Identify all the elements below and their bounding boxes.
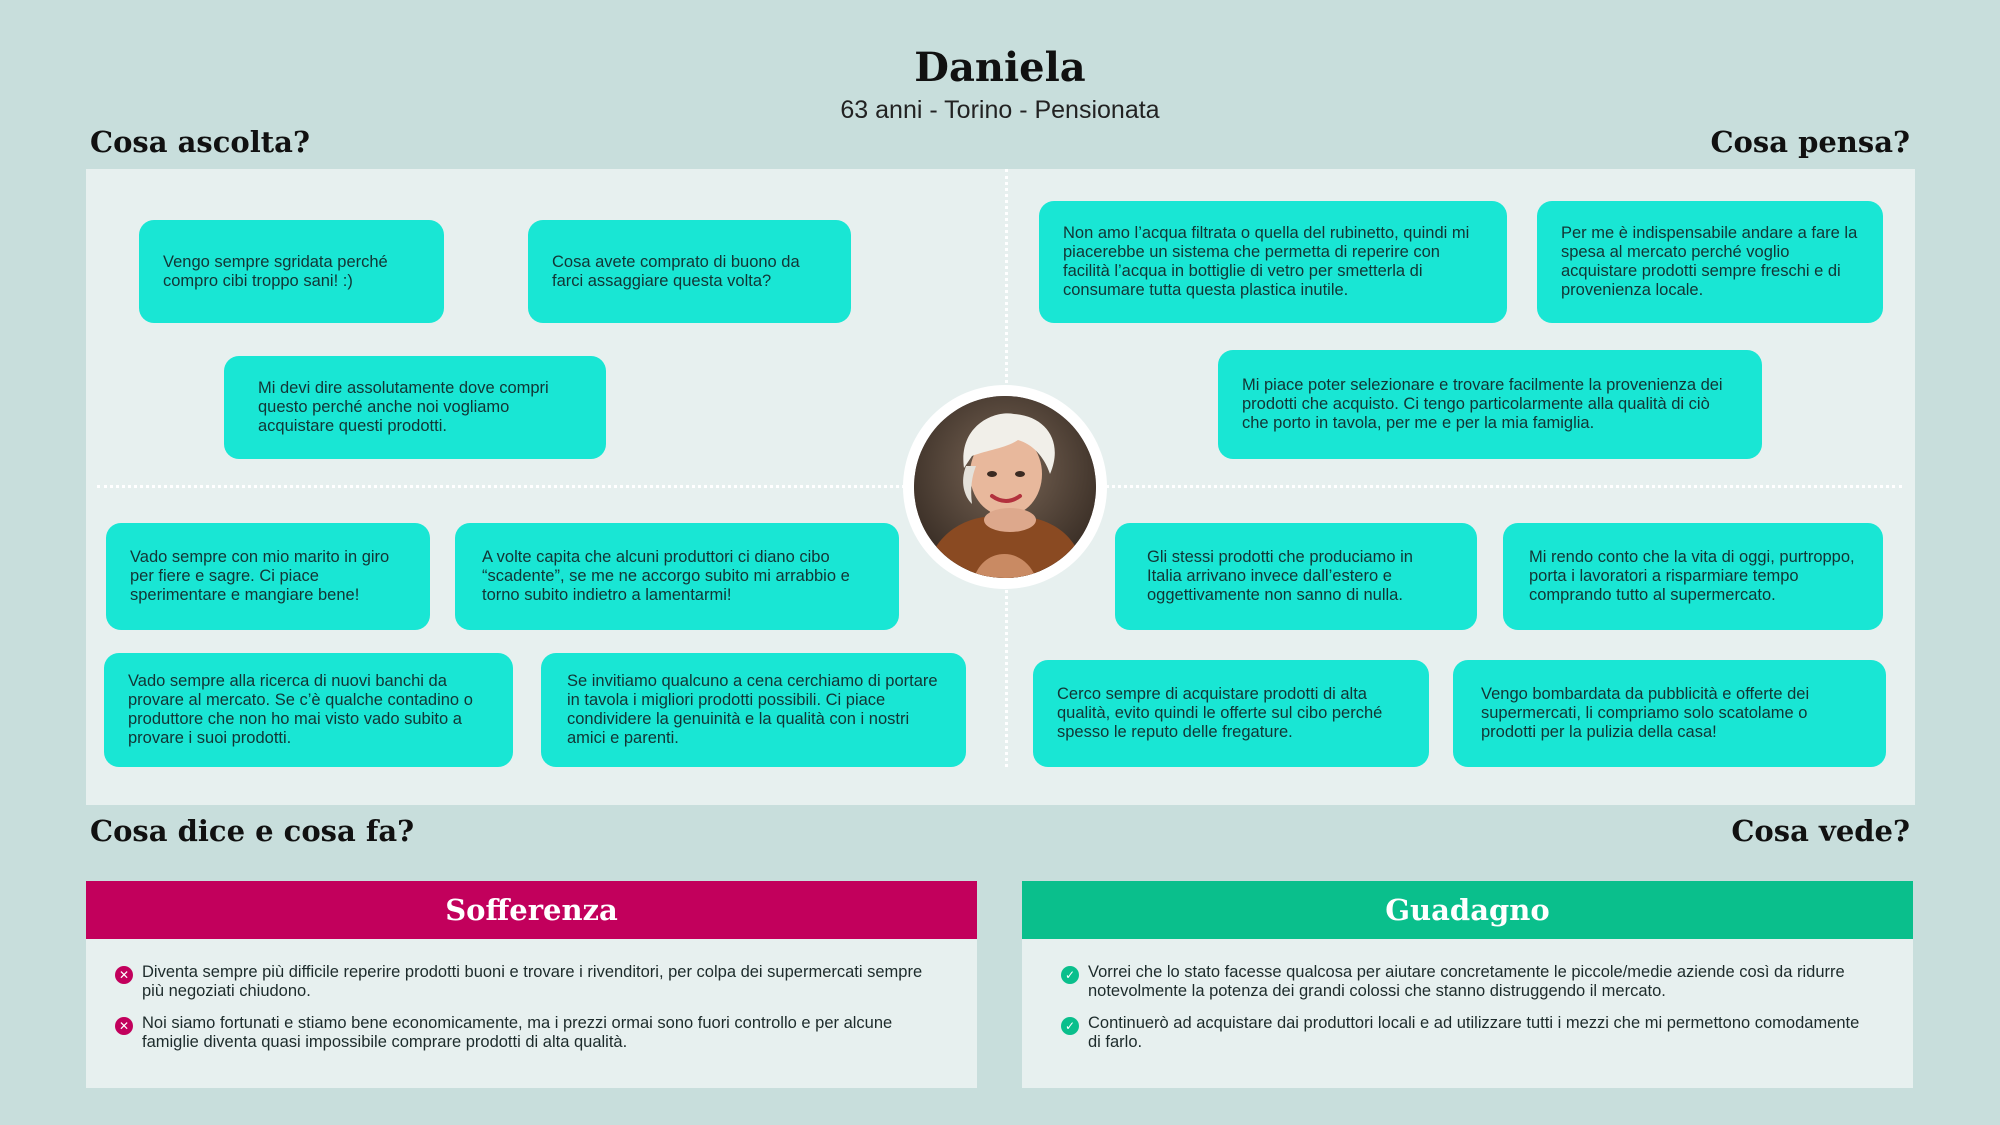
portrait-illustration xyxy=(914,396,1096,578)
pain-item xyxy=(118,963,937,1001)
note-pensa-2 xyxy=(1537,201,1883,323)
quadrant-title-dice: Cosa dice e cosa fa? xyxy=(90,814,415,848)
pain-header: Sofferenza xyxy=(86,881,977,939)
gain-header: Guadagno xyxy=(1022,881,1913,939)
persona-name: Daniela xyxy=(914,44,1086,91)
note-pensa-1 xyxy=(1039,201,1507,323)
note-text: Mi piace poter selezionare e trovare facilmente la provenienza dei prodotti che acquisto. Ci tengo particolarmente alla qualità di ciò che porto in tavola, per me e per la mia famiglia. xyxy=(1242,376,1723,432)
check-circle-icon: ✓ xyxy=(1061,966,1079,984)
note-ascolta-1 xyxy=(139,220,444,323)
note-text: Vengo sempre sgridata perché compro cibi troppo sani! :) xyxy=(163,252,388,290)
gain-item-text: Vorrei che lo stato facesse qualcosa per aiutare concretamente le piccole/medie aziende così da ridurre notevolmente la potenza dei grandi colossi che stanno distruggendo il mercato. xyxy=(1088,963,1845,1000)
gain-item-text: Continuerò ad acquistare dai produttori locali e ad utilizzare tutti i mezzi che mi permettono comodamente di farlo. xyxy=(1088,1014,1860,1051)
pain-item-text: Diventa sempre più difficile reperire prodotti buoni e trovare i rivenditori, per colpa dei supermercati sempre più negoziati chiudono. xyxy=(142,963,923,1000)
note-text: Vengo bombardata da pubblicità e offerte dei supermercati, li compriamo solo scatolame o prodotti per la pulizia della casa! xyxy=(1481,685,1810,741)
note-vede-3 xyxy=(1033,660,1429,767)
note-text: Mi rendo conto che la vita di oggi, purtroppo, porta i lavoratori a risparmiare tempo comprando tutto al supermercato. xyxy=(1529,548,1855,604)
note-text: Gli stessi prodotti che produciamo in Italia arrivano invece dall’estero e oggettivamente non sanno di nulla. xyxy=(1147,548,1413,604)
pain-panel xyxy=(86,881,977,1088)
note-vede-4 xyxy=(1453,660,1886,767)
note-ascolta-2 xyxy=(528,220,851,323)
quadrant-title-vede: Cosa vede? xyxy=(1731,814,1910,848)
note-text: Mi devi dire assolutamente dove compri questo perché anche noi vogliamo acquistare questi prodotti. xyxy=(258,379,549,435)
quadrant-title-ascolta: Cosa ascolta? xyxy=(90,125,310,159)
avatar xyxy=(903,385,1107,589)
note-ascolta-3 xyxy=(224,356,606,459)
gain-panel xyxy=(1022,881,1913,1088)
note-dice-4 xyxy=(541,653,966,767)
note-text: Vado sempre alla ricerca di nuovi banchi da provare al mercato. Se c’è qualche contadino o produttore che non ho mai visto vado subito a provare i suoi prodotti. xyxy=(128,672,473,747)
note-vede-1 xyxy=(1115,523,1477,630)
note-dice-3 xyxy=(104,653,513,767)
gain-item xyxy=(1064,963,1873,1001)
note-text: Cerco sempre di acquistare prodotti di alta qualità, evito quindi le offerte sul cibo perché spesso le reputo delle fregature. xyxy=(1057,685,1383,741)
note-text: Non amo l’acqua filtrata o quella del rubinetto, quindi mi piacerebbe un sistema che permetta di reperire con facilità l’acqua in bottiglie di vetro per smetterla di consumare tutta questa plastica inutile. xyxy=(1063,224,1470,299)
note-text: Cosa avete comprato di buono da farci assaggiare questa volta? xyxy=(552,252,800,290)
note-text: Per me è indispensabile andare a fare la spesa al mercato perché voglio acquistare prodotti sempre freschi e di provenienza locale. xyxy=(1561,224,1858,299)
note-text: A volte capita che alcuni produttori ci diano cibo “scadente”, se me ne accorgo subito mi arrabbio e torno subito indietro a lamentarmi! xyxy=(482,548,850,604)
note-text: Vado sempre con mio marito in giro per fiere e sagre. Ci piace sperimentare e mangiare bene! xyxy=(130,548,390,604)
check-circle-icon: ✓ xyxy=(1061,1017,1079,1035)
avatar-photo xyxy=(914,396,1096,578)
note-pensa-3 xyxy=(1218,350,1762,459)
x-circle-icon: ✕ xyxy=(115,966,133,984)
pain-item-text: Noi siamo fortunati e stiamo bene economicamente, ma i prezzi ormai sono fuori controllo e per alcune famiglie diventa quasi impossibile comprare prodotti di alta qualità. xyxy=(142,1014,893,1051)
persona-subtitle: 63 anni - Torino - Pensionata xyxy=(840,96,1160,124)
gain-item xyxy=(1064,1014,1873,1052)
x-circle-icon: ✕ xyxy=(115,1017,133,1035)
note-dice-1 xyxy=(106,523,430,630)
quadrant-title-pensa: Cosa pensa? xyxy=(1710,125,1910,159)
note-dice-2 xyxy=(455,523,899,630)
pain-item xyxy=(118,1014,937,1052)
note-vede-2 xyxy=(1503,523,1883,630)
note-text: Se invitiamo qualcuno a cena cerchiamo di portare in tavola i migliori prodotti possibili. Ci piace condividere la genuinità e la qualità con i nostri amici e parenti. xyxy=(567,672,938,747)
